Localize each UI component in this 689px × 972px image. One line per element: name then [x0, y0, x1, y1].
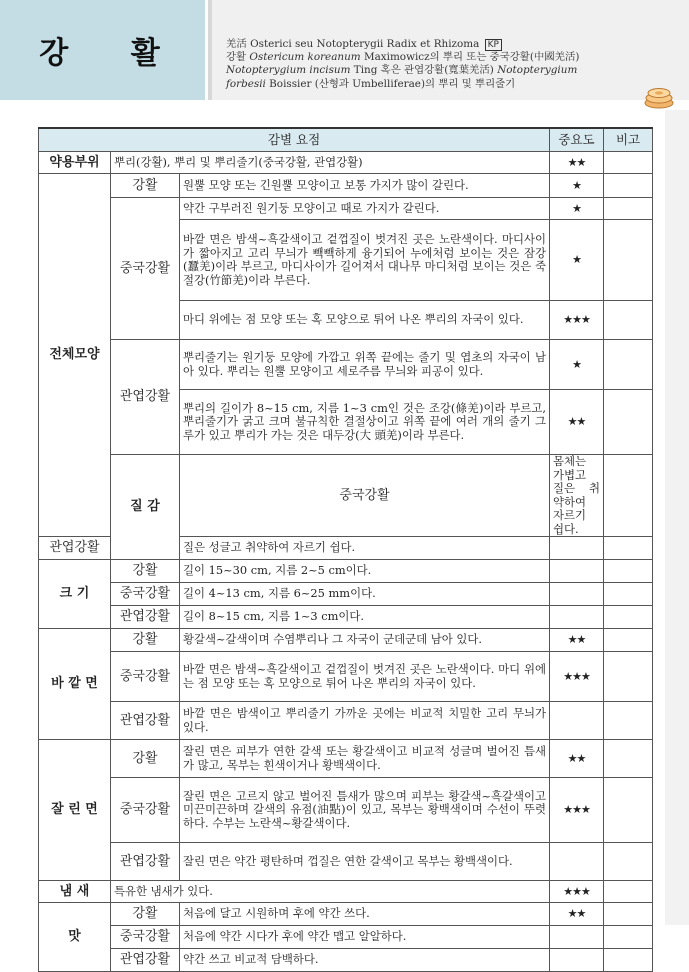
subtype-cell: 강활 — [111, 740, 180, 778]
remarks-cell — [604, 629, 653, 652]
table-row — [39, 652, 653, 702]
importance-cell — [550, 949, 604, 972]
remarks-cell — [604, 652, 653, 702]
importance-cell — [550, 537, 604, 560]
table-row — [39, 606, 653, 629]
table-row — [39, 174, 653, 198]
remarks-cell — [604, 843, 653, 881]
subtype-cell: 관엽강활 — [111, 606, 180, 629]
importance-cell: ★★★ — [550, 652, 604, 702]
page-title: 강 활 — [39, 36, 186, 71]
description-cell: 몸체는 가볍고 질은 취약하여 자르기 쉽다. — [550, 455, 604, 537]
remarks-cell — [604, 198, 653, 220]
description-cell: 마디 위에는 점 모양 또는 혹 모양으로 튀어 나온 뿌리의 자국이 있다. — [180, 301, 550, 340]
remarks-cell — [604, 340, 653, 390]
table-row — [39, 152, 653, 174]
importance-cell: ★★ — [550, 903, 604, 926]
header-remarks: 비고 — [604, 128, 653, 152]
remarks-cell — [604, 926, 653, 949]
description-cell: 약간 쓰고 비교적 담백하다. — [180, 949, 550, 972]
importance-cell — [550, 702, 604, 740]
importance-cell: ★★★ — [550, 778, 604, 843]
header-description — [226, 38, 654, 91]
importance-cell — [550, 843, 604, 881]
description-cell: 뿌리(강활), 뿌리 및 뿌리줄기(중국강활, 관엽강활) — [111, 152, 550, 174]
table-row — [39, 949, 653, 972]
table-row — [39, 198, 653, 220]
header-line-1: 羌活 Osterici seu Notopterygii Radix et Rhizoma KP — [226, 38, 654, 51]
description-cell: 잘린 면은 피부가 연한 갈색 또는 황갈색이고 비교적 성글며 벌어진 틈새가 많고, 목부는 흰색이거나 황백색이다. — [180, 740, 550, 778]
subtype-cell: 강활 — [111, 174, 180, 198]
table-row — [39, 560, 653, 583]
table-row — [39, 926, 653, 949]
remarks-cell — [604, 220, 653, 301]
importance-cell: ★★ — [550, 390, 604, 455]
category-cell: 냄 새 — [39, 881, 111, 903]
importance-cell — [550, 926, 604, 949]
table-row — [39, 778, 653, 843]
subtype-cell: 강활 — [111, 903, 180, 926]
description-cell: 바깥 면은 밤색~흑갈색이고 겉껍질이 벗겨진 곳은 노란색이다. 마디 위에는 점 모양 또는 혹 모양으로 튀어 나온 뿌리의 자국이 있다. — [180, 652, 550, 702]
kp-badge: KP — [485, 39, 502, 51]
description-cell: 처음에 약간 시다가 후에 약간 맵고 알알하다. — [180, 926, 550, 949]
subtype-cell: 관엽강활 — [39, 537, 111, 560]
description-cell: 바깥 면은 밤색~흑갈색이고 겉껍질이 벗겨진 곳은 노란색이다. 마디사이가 짧아지고 고리 무늬가 빽빽하게 융기되어 누에처럼 보이는 것은 잠강(蠶羌)이라 부르고, 마디사이가 길어져서 대나무 마디처럼 보이는 것은 죽절강(竹節羌)이라 부른다. — [180, 220, 550, 301]
subtype-cell: 중국강활 — [111, 652, 180, 702]
remarks-cell — [604, 740, 653, 778]
subtype-cell: 관엽강활 — [111, 702, 180, 740]
remarks-cell — [604, 702, 653, 740]
category-cell: 질 감 — [111, 455, 180, 560]
description-cell: 잘린 면은 고르지 않고 벌어진 틈새가 많으며 피부는 황갈색~흑갈색이고 미끈미끈하며 갈색의 유점(油點)이 있고, 목부는 황백색이며 수선이 뚜렷하다. 수부는 노란색~황갈색이다. — [180, 778, 550, 843]
description-cell: 원뿔 모양 또는 긴원뿔 모양이고 보통 가지가 많이 갈린다. — [180, 174, 550, 198]
category-cell: 바 깥 면 — [39, 629, 111, 740]
subtype-cell: 강활 — [111, 629, 180, 652]
importance-cell — [550, 583, 604, 606]
remarks-cell — [604, 881, 653, 903]
description-cell: 질은 성글고 취약하여 자르기 쉽다. — [180, 537, 550, 560]
remarks-cell — [604, 583, 653, 606]
description-cell: 길이 4~13 cm, 지름 6~25 mm이다. — [180, 583, 550, 606]
remarks-cell — [604, 174, 653, 198]
description-cell: 잘린 면은 약간 평탄하며 껍질은 연한 갈색이고 목부는 황백색이다. — [180, 843, 550, 881]
header-line-4: forbesii Boissier (산형과 Umbelliferae)의 뿌리 및 뿌리줄기 — [226, 77, 516, 90]
description-cell: 뿌리줄기는 원기둥 모양에 가깝고 위쪽 끝에는 줄기 및 엽초의 자국이 남아 있다. 뿌리는 원뿔 모양이고 세로주름 무늬와 피공이 있다. — [180, 340, 550, 390]
subtype-cell: 중국강활 — [111, 778, 180, 843]
description-cell: 뿌리의 길이가 8~15 cm, 지름 1~3 cm인 것은 조강(條羌)이라 부르고, 뿌리줄기가 굵고 크며 불규칙한 결절상이고 위쪽 끝에 여러 개의 줄기 그루가 있고 뿌리가 가는 것은 대두강(大 頭羌)이라 부른다. — [180, 390, 550, 455]
importance-cell: ★★ — [550, 152, 604, 174]
importance-cell: ★ — [550, 198, 604, 220]
description-cell: 길이 15~30 cm, 지름 2~5 cm이다. — [180, 560, 550, 583]
table-row — [39, 340, 653, 390]
remarks-cell — [604, 560, 653, 583]
remarks-cell — [604, 390, 653, 455]
header-line-3: Notopterygium incisum Ting 혹은 관엽강활(寬葉羌活) Notopterygium — [226, 64, 578, 77]
table-row — [39, 881, 653, 903]
importance-cell — [550, 606, 604, 629]
subtype-cell: 중국강활 — [111, 926, 180, 949]
remarks-cell — [604, 152, 653, 174]
description-cell: 처음에 달고 시원하며 후에 약간 쓰다. — [180, 903, 550, 926]
remarks-cell — [604, 537, 653, 560]
category-cell: 크 기 — [39, 560, 111, 629]
description-cell: 바깥 면은 밤색이고 뿌리줄기 가까운 곳에는 비교적 치밀한 고리 무늬가 있다. — [180, 702, 550, 740]
importance-cell: ★★ — [550, 629, 604, 652]
importance-cell — [604, 455, 653, 537]
category-cell: 전체모양 — [39, 174, 111, 537]
category-cell: 맛 — [39, 903, 111, 972]
remarks-cell — [604, 301, 653, 340]
table-row — [39, 455, 653, 537]
category-cell: 잘 린 면 — [39, 740, 111, 881]
subtype-cell: 중국강활 — [180, 455, 550, 537]
importance-cell: ★ — [550, 340, 604, 390]
page-edge-strip — [665, 110, 689, 925]
importance-cell: ★ — [550, 174, 604, 198]
table-row — [39, 843, 653, 881]
table-row — [39, 702, 653, 740]
table-row — [39, 740, 653, 778]
subtype-cell: 관엽강활 — [111, 843, 180, 881]
importance-cell: ★★★ — [550, 881, 604, 903]
description-cell: 황갈색~갈색이며 수염뿌리나 그 자국이 군데군데 남아 있다. — [180, 629, 550, 652]
subtype-cell: 중국강활 — [111, 198, 180, 340]
subtype-cell: 중국강활 — [111, 583, 180, 606]
importance-cell: ★★★ — [550, 301, 604, 340]
table-row — [39, 583, 653, 606]
description-cell: 길이 8~15 cm, 지름 1~3 cm이다. — [180, 606, 550, 629]
table-row — [39, 629, 653, 652]
importance-cell: ★★ — [550, 740, 604, 778]
herb-slices-icon — [642, 84, 676, 110]
header-importance: 중요도 — [550, 128, 604, 152]
remarks-cell — [604, 778, 653, 843]
identification-table — [38, 127, 653, 972]
table-row — [39, 903, 653, 926]
header-summary: 감별 요점 — [39, 128, 550, 152]
header-line-2: 강활 Ostericum koreanum Maximowicz의 뿌리 또는 중국강활(中國羌活) — [226, 51, 580, 64]
importance-cell: ★ — [550, 220, 604, 301]
remarks-cell — [604, 949, 653, 972]
remarks-cell — [604, 606, 653, 629]
subtype-cell: 강활 — [111, 560, 180, 583]
description-cell: 특유한 냄새가 있다. — [111, 881, 550, 903]
subtype-cell: 관엽강활 — [111, 340, 180, 455]
subtype-cell: 관엽강활 — [111, 949, 180, 972]
category-cell: 약용부위 — [39, 152, 111, 174]
table-header-row — [39, 128, 653, 152]
importance-cell — [550, 560, 604, 583]
remarks-cell — [604, 903, 653, 926]
description-cell: 약간 구부러진 원기둥 모양이고 때로 가지가 갈린다. — [180, 198, 550, 220]
